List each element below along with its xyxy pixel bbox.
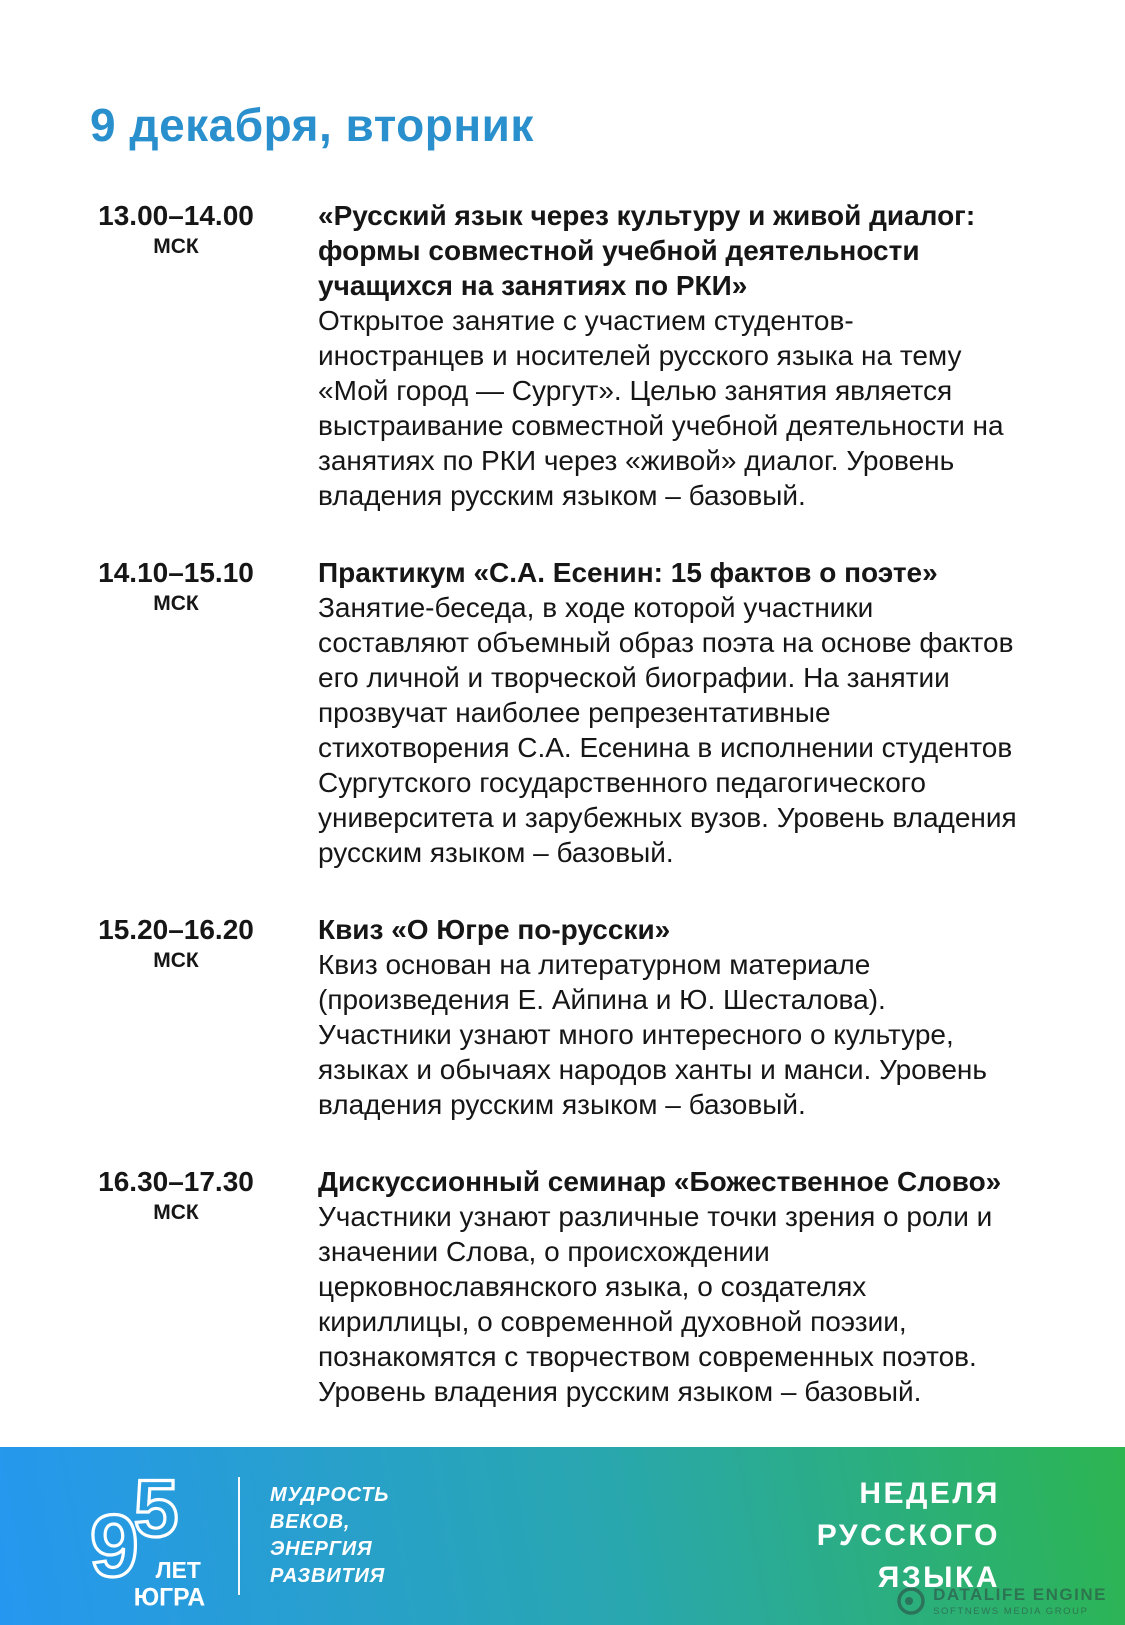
event-time	[90, 555, 262, 870]
datalife-engine-icon	[896, 1586, 926, 1616]
event-timezone: МСК	[153, 592, 199, 615]
footer-divider	[238, 1477, 240, 1595]
program-title-line: НЕДЕЛЯ	[859, 1477, 1000, 1510]
program-title-line: ЯЗЫКА	[877, 1561, 1000, 1594]
slogan-line: ВЕКОВ,	[270, 1511, 351, 1533]
footer-brand	[88, 1461, 389, 1611]
logo-number: 5	[133, 1464, 179, 1554]
event-row	[90, 555, 1017, 870]
slogan-line: ЭНЕРГИЯ	[270, 1538, 373, 1560]
event-row	[90, 1164, 1017, 1409]
event-title: «Русский язык через культуру и живой диалог: формы совместной учебной деятельности учащихся на занятиях по РКИ»	[318, 200, 976, 301]
event-description: Квиз основан на литературном материале (произведения Е. Айпина и Ю. Шесталова). Участники узнают много интересного о культуре, языках и обычаях народов ханты и манси. Уровень владения русским языком – базовый.	[318, 949, 987, 1120]
event-timezone: МСК	[153, 235, 199, 258]
event-title: Практикум «С.А. Есенин: 15 фактов о поэте»	[318, 557, 938, 588]
event-time-range: 14.10–15.10	[98, 557, 254, 588]
event-row	[90, 912, 1017, 1122]
footer-slogan	[270, 1482, 389, 1590]
watermark-subtitle: SOFTNEWS MEDIA GROUP	[933, 1606, 1089, 1617]
event-details	[318, 912, 1017, 1122]
event-description: Открытое занятие с участием студентов-иностранцев и носителей русского языка на тему «Мой город — Сургут». Целью занятия является выстраивание совместной учебной деятельности на занятиях по РКИ через «живой» диалог. Уровень владения русским языком – базовый.	[318, 305, 1004, 511]
event-time	[90, 198, 262, 513]
event-time-range: 15.20–16.20	[98, 914, 254, 945]
event-description: Участники узнают различные точки зрения о роли и значении Слова, о происхождении церковнославянского языка, о создателях кириллицы, о современной духовной поэзии, познакомятся с творчеством современных поэтов. Уровень владения русским языком – базовый.	[318, 1201, 993, 1407]
event-time-range: 13.00–14.00	[98, 200, 254, 231]
slogan-line: МУДРОСТЬ	[270, 1484, 390, 1506]
event-time	[90, 1164, 262, 1409]
datalife-watermark	[896, 1585, 1107, 1617]
event-details	[318, 555, 1017, 870]
program-week-title	[817, 1473, 1000, 1599]
program-title-line: РУССКОГО	[816, 1519, 1000, 1552]
ugra-95-logo	[88, 1461, 216, 1611]
event-title: Квиз «О Югре по-русски»	[318, 914, 671, 945]
slogan-line: РАЗВИТИЯ	[270, 1565, 386, 1587]
event-title: Дискуссионный семинар «Божественное Слово»	[318, 1166, 1002, 1197]
event-timezone: МСК	[153, 949, 199, 972]
page-title: 9 декабря, вторник	[90, 99, 534, 151]
event-row	[90, 198, 1017, 513]
logo-number-9: 9	[89, 1497, 139, 1596]
event-details	[318, 198, 1017, 513]
event-timezone: МСК	[153, 1201, 199, 1224]
watermark-title: DATALIFE ENGINE	[933, 1585, 1107, 1604]
event-details	[318, 1164, 1017, 1409]
logo-years-label: ЛЕТ	[155, 1557, 201, 1584]
logo-region-label: ЮГРА	[133, 1584, 206, 1611]
watermark-text	[933, 1585, 1107, 1617]
event-description: Занятие-беседа, в ходе которой участники составляют объемный образ поэта на основе фактов его личной и творческой биографии. На занятии прозвучат наиболее репрезентативные стихотворения С.А. Есенина в исполнении студентов Сургутского государственного педагогического университета и зарубежных вузов. Уровень владения русским языком – базовый.	[318, 592, 1017, 868]
event-time	[90, 912, 262, 1122]
schedule	[90, 198, 1017, 1409]
event-time-range: 16.30–17.30	[98, 1166, 254, 1197]
footer-banner	[0, 1447, 1125, 1625]
